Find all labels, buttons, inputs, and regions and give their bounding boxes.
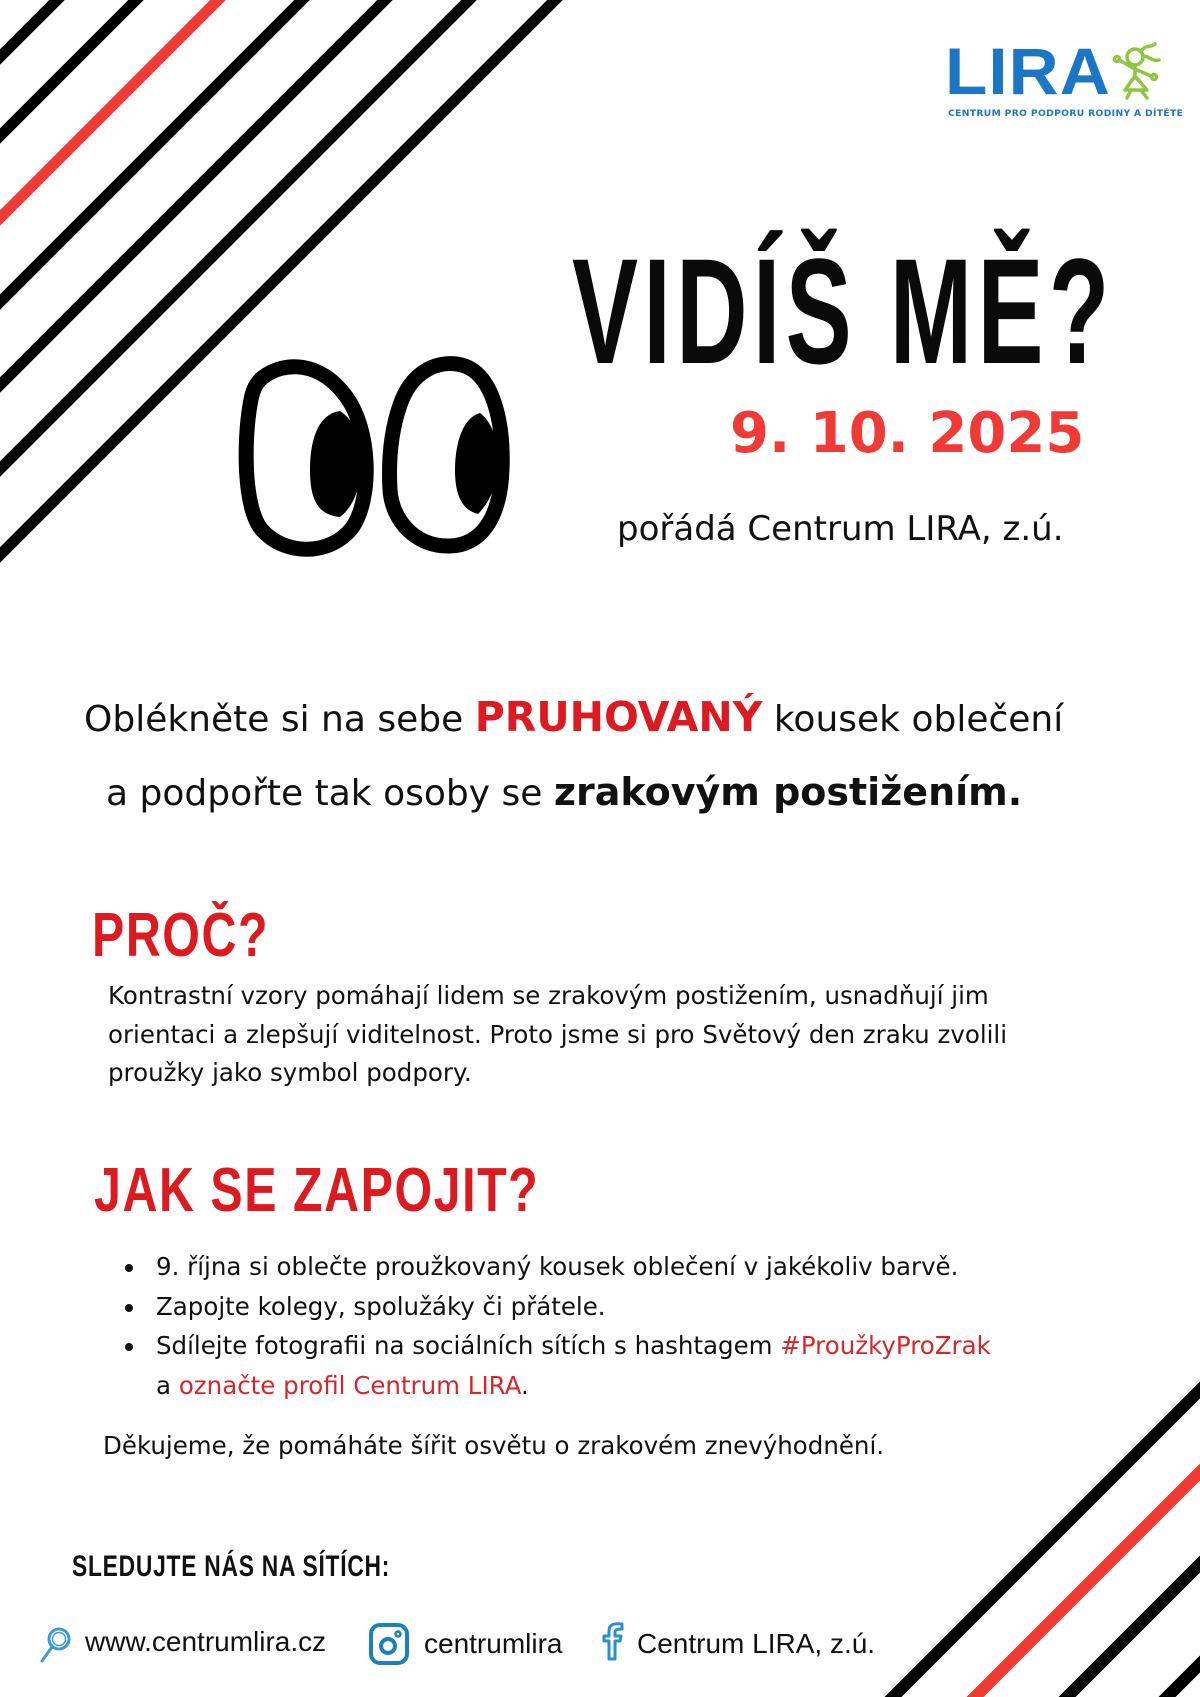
highlight-striped: PRUHOVANÝ	[474, 693, 763, 741]
bottom-right-stripes	[873, 1370, 1200, 1697]
highlight-visual-impairment: zrakovým postižením.	[553, 770, 1023, 814]
facebook-link[interactable]: Centrum LIRA, z.ú.	[637, 1628, 876, 1659]
section-heading-how: JAK SE ZAPOJIT?	[94, 1156, 540, 1225]
list-item-text: Zapojte kolegy, spolužáky či přátele.	[156, 1291, 606, 1321]
list-item	[118, 1326, 991, 1366]
list-item	[118, 1247, 991, 1287]
instagram-link[interactable]: centrumlira	[424, 1628, 563, 1659]
why-paragraph	[108, 977, 1148, 1093]
how-list	[118, 1247, 991, 1405]
section-heading-why: PROČ?	[92, 901, 270, 970]
lira-logo	[945, 34, 1184, 128]
list-item	[118, 1287, 991, 1327]
search-icon	[38, 1625, 74, 1665]
paragraph-line: orientaci a zlepšují viditelnost. Proto jsme si pro Světový den zraku zvolili	[108, 1019, 1008, 1049]
list-item-text: .	[521, 1370, 529, 1400]
instagram-icon	[368, 1622, 410, 1666]
logo-wordmark: LIRA	[945, 34, 1111, 108]
organizer-text: pořádá Centrum LIRA, z.ú.	[617, 509, 1064, 549]
lead-line-2	[106, 769, 1022, 817]
girl-figure-icon	[1113, 40, 1165, 102]
paragraph-line: Kontrastní vzory pomáhají lidem se zrakovým postižením, usnadňují jim	[108, 981, 989, 1010]
follow-heading: SLEDUJTE NÁS NA SÍTÍCH:	[72, 1550, 391, 1583]
list-item-continuation	[118, 1366, 991, 1406]
facebook-icon	[600, 1621, 626, 1661]
logo-tagline: CENTRUM PRO PODPORU RODINY A DÍTĚTE	[948, 108, 1184, 119]
thanks-text: Děkujeme, že pomáháte šířit osvětu o zrakovém znevýhodnění.	[103, 1431, 885, 1460]
website-link[interactable]: www.centrumlira.cz	[85, 1626, 327, 1657]
hashtag-link[interactable]: #ProužkyProZrak	[780, 1331, 991, 1360]
list-item-text: a	[156, 1370, 179, 1400]
event-date: 9. 10. 2025	[730, 401, 1085, 466]
lead-text: kousek oblečení	[762, 699, 1064, 740]
lead-text: Oblékněte si na sebe	[84, 699, 475, 740]
cartoon-eyes-icon	[246, 364, 502, 550]
tag-profile-link[interactable]: označte profil Centrum LIRA	[178, 1370, 522, 1400]
paragraph-line: proužky jako symbol podpory.	[108, 1058, 472, 1087]
lead-line-1	[84, 694, 1063, 743]
list-item-text: Sdílejte fotografii na sociálních sítích s hashtagem	[156, 1331, 781, 1360]
lead-text: a podpořte tak osoby se	[106, 773, 554, 814]
list-item-text: 9. října si oblečte proužkovaný kousek oblečení v jakékoliv barvě.	[156, 1252, 959, 1281]
page-title: VIDÍŠ MĚ?	[572, 227, 1115, 395]
